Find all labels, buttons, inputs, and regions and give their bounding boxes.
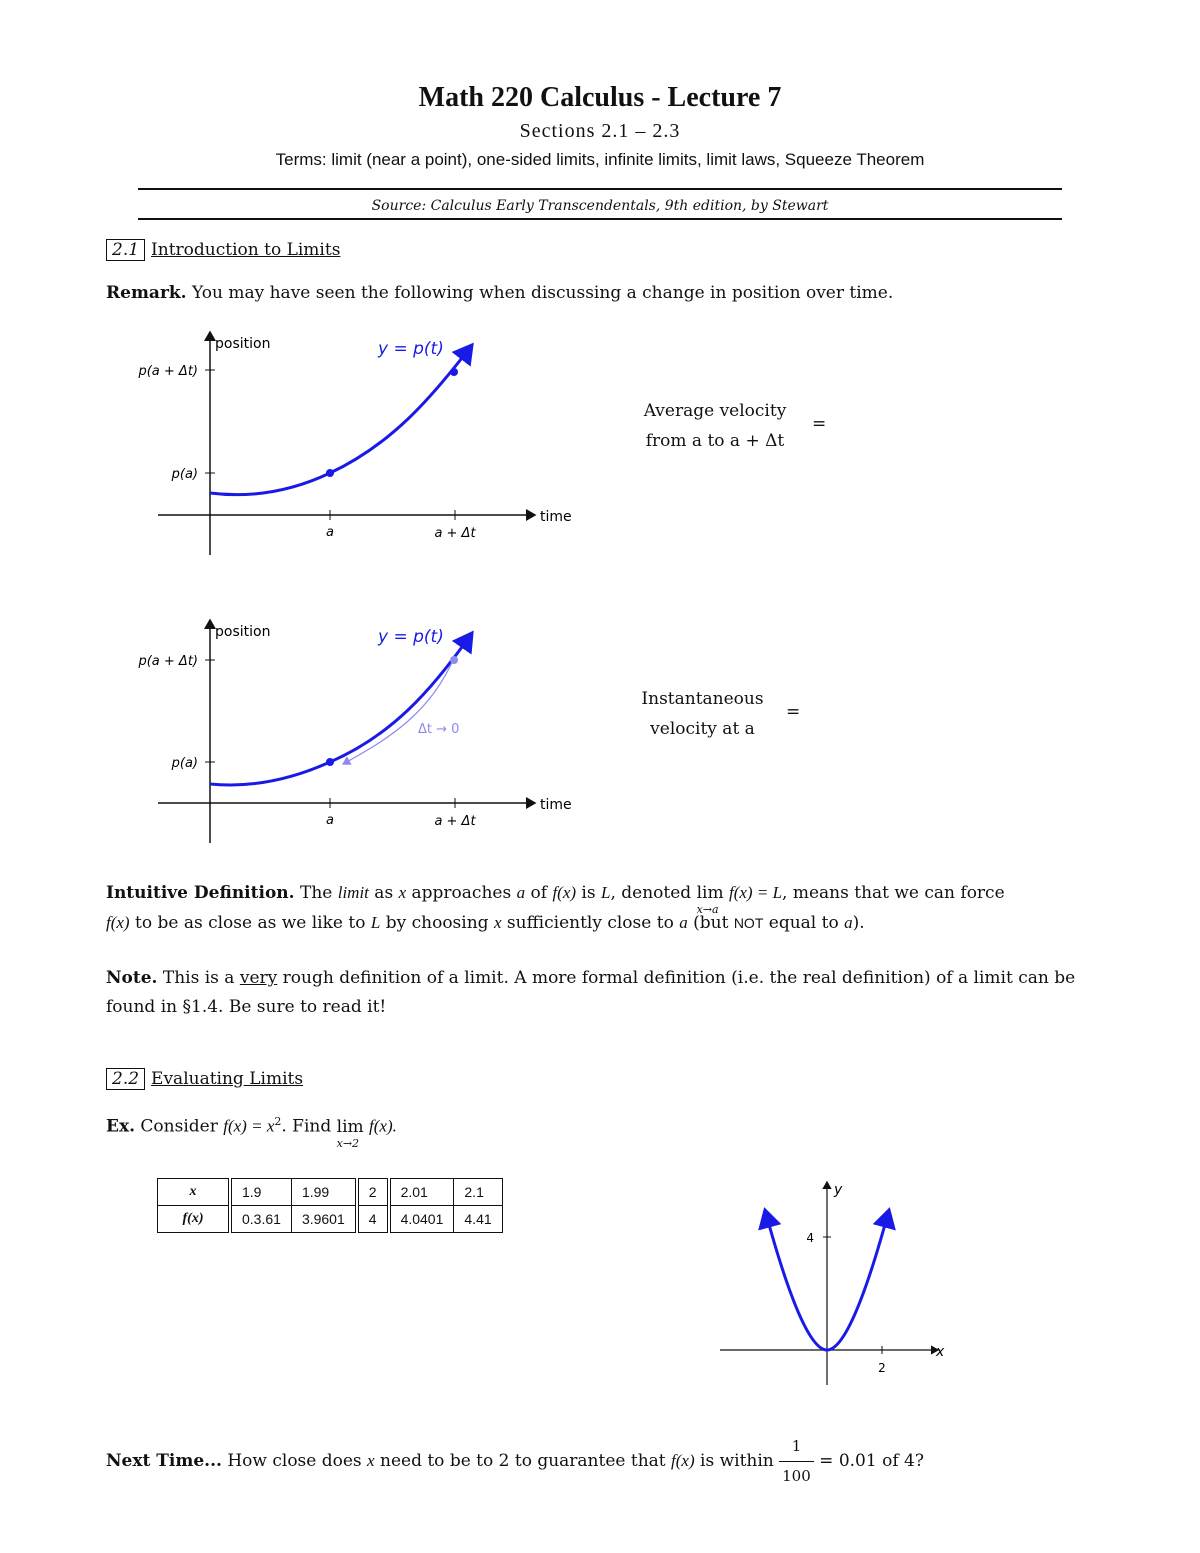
approach-label: Δt → 0 [418,722,460,737]
math-fx: f(x) [106,913,130,932]
section-title: Introduction to Limits [151,240,341,260]
note-paragraph [106,964,1096,1022]
text: is [576,883,601,903]
text: This is a [157,968,240,988]
divider-top [138,188,1062,190]
section-heading-2-2 [106,1069,303,1089]
text: ). [852,913,865,933]
example-paragraph [106,1107,1096,1150]
table-cell: 1.99 [291,1179,356,1206]
row-header-fx: f(x) [158,1206,231,1233]
math-x: x [367,1451,375,1470]
table-cell: 2 [357,1179,389,1206]
next-time-label: Next Time... [106,1451,222,1471]
text: . Find [281,1116,337,1137]
avg-line-2: from a to a + Δt [645,431,785,451]
y-axis-label: position [215,624,271,640]
remark-paragraph [106,279,1096,308]
ytick-label: 4 [806,1231,814,1245]
remark-label: Remark. [106,283,187,303]
exponent: 2 [274,1115,282,1128]
table-cell: 2.01 [389,1179,454,1206]
text: , denoted [610,883,697,903]
avg-equals: = [812,414,827,434]
avg-line-1: Average velocity [643,401,787,421]
page-title: Math 220 Calculus - Lecture 7 [418,82,782,113]
text: to be as close as we like to [129,913,371,933]
lim-word: lim [336,1116,364,1137]
lim-sub: x→2 [336,1136,360,1150]
math-fx-eq-L: f(x) = L [729,883,783,902]
text: equal to [763,913,845,933]
math-L: L [601,883,611,902]
table-cell: 2.1 [454,1179,502,1206]
row-header-x: x [158,1179,231,1206]
curve-label: y = p(t) [378,339,444,359]
math-fx: f(x) = x [223,1116,275,1136]
next-time-paragraph [106,1432,1096,1491]
lim-sub: x→a [696,903,719,916]
ytick-high-label: p(a + Δt) [138,364,198,379]
remark-text: You may have seen the following when discussing a change in position over time. [186,283,894,303]
parabola-left-branch [765,1210,827,1350]
text: The [294,883,338,903]
text: = 0.01 of 4? [813,1451,924,1471]
table-row [158,1179,503,1206]
table-row [158,1206,503,1233]
text: need to be to 2 to guarantee that [374,1451,672,1471]
intuitive-definition [106,878,1096,938]
instantaneous-velocity-label [630,684,775,744]
table-cell: 4.41 [454,1206,502,1233]
text: How close does [221,1451,368,1471]
inst-equals: = [786,702,801,722]
position-time-graph-1 [100,320,600,570]
y-axis-label: position [215,336,271,352]
xtick-b-label: a + Δt [434,526,476,541]
section-heading-2-1 [106,240,340,260]
fraction-denominator: 100 [782,1467,811,1485]
math-a: a [679,913,688,932]
ytick-low-label: p(a) [171,467,198,482]
source-line: Source: Calculus Early Transcendentals, 9th edition, by Stewart [371,198,829,214]
text: , means that we can force [782,883,1005,903]
xtick-a-label: a [326,813,334,828]
note-label: Note. [106,968,158,988]
parabola-right-branch [827,1210,889,1350]
limit-notation [336,1113,364,1150]
limit-word: limit [337,883,369,902]
section-title: Evaluating Limits [151,1069,304,1089]
table-cell: 4.0401 [389,1206,454,1233]
position-curve [210,633,472,785]
text: Consider [135,1116,224,1137]
terms-line: Terms: limit (near a point), one-sided limits, infinite limits, limit laws, Squeeze Theorem [275,150,925,169]
lim-word: lim [696,883,724,903]
text: is within [694,1451,780,1471]
text: (but [687,913,734,933]
xtick-a-label: a [326,525,334,540]
math-fx: f(x) [552,883,577,902]
ytick-high-label: p(a + Δt) [138,654,198,669]
average-velocity-label [630,396,800,456]
math-L: L [370,913,381,932]
position-time-graph-2 [100,608,600,858]
inst-line-1: Instantaneous [641,689,764,709]
point-a-dt [450,368,458,376]
point-a-dt [450,656,458,664]
sections-subtitle: Sections 2.1 – 2.3 [519,120,681,142]
text: by choosing [380,913,494,933]
table-cell: 1.9 [230,1179,291,1206]
text: rough definition of a limit. A more formal definition (i.e. the real definition) of a limit can be found in §1.4. Be sure to read it! [106,968,1076,1017]
table-cell: 3.9601 [291,1206,356,1233]
curve-label: y = p(t) [378,627,444,647]
text: sufficiently close to [501,913,680,933]
divider-bottom [138,218,1062,220]
limit-notation [696,879,724,916]
table-cell: 0.3.61 [230,1206,291,1233]
values-table [157,1178,503,1233]
xtick-label: 2 [878,1361,886,1375]
x-axis-label: time [540,797,572,813]
ex-label: Ex. [106,1116,136,1137]
math-fx: f(x) [671,1451,695,1470]
position-curve [210,345,472,495]
y-axis-label: y [834,1182,843,1198]
text: approaches [406,883,517,903]
x-axis-label: x [936,1344,945,1360]
parabola-graph [710,1170,960,1395]
math-x: x [493,913,502,932]
math-a: a [516,883,526,902]
fraction [779,1432,814,1491]
math-fx: f(x). [369,1116,397,1136]
point-a [326,469,334,477]
table-cell: 4 [357,1206,389,1233]
inst-line-2: velocity at a [650,719,755,739]
ytick-low-label: p(a) [171,756,198,771]
not-word: NOT [733,915,764,931]
section-number: 2.2 [106,1068,145,1090]
xtick-b-label: a + Δt [434,814,476,829]
math-x: x [398,883,407,902]
text: of [525,883,553,903]
math-a: a [844,913,853,932]
intuitive-label: Intuitive Definition. [106,883,295,903]
very-word: very [239,968,278,988]
x-axis-label: time [540,509,572,525]
section-number: 2.1 [106,239,145,261]
text: as [368,883,399,903]
fraction-numerator: 1 [779,1432,814,1462]
point-a [326,758,334,766]
